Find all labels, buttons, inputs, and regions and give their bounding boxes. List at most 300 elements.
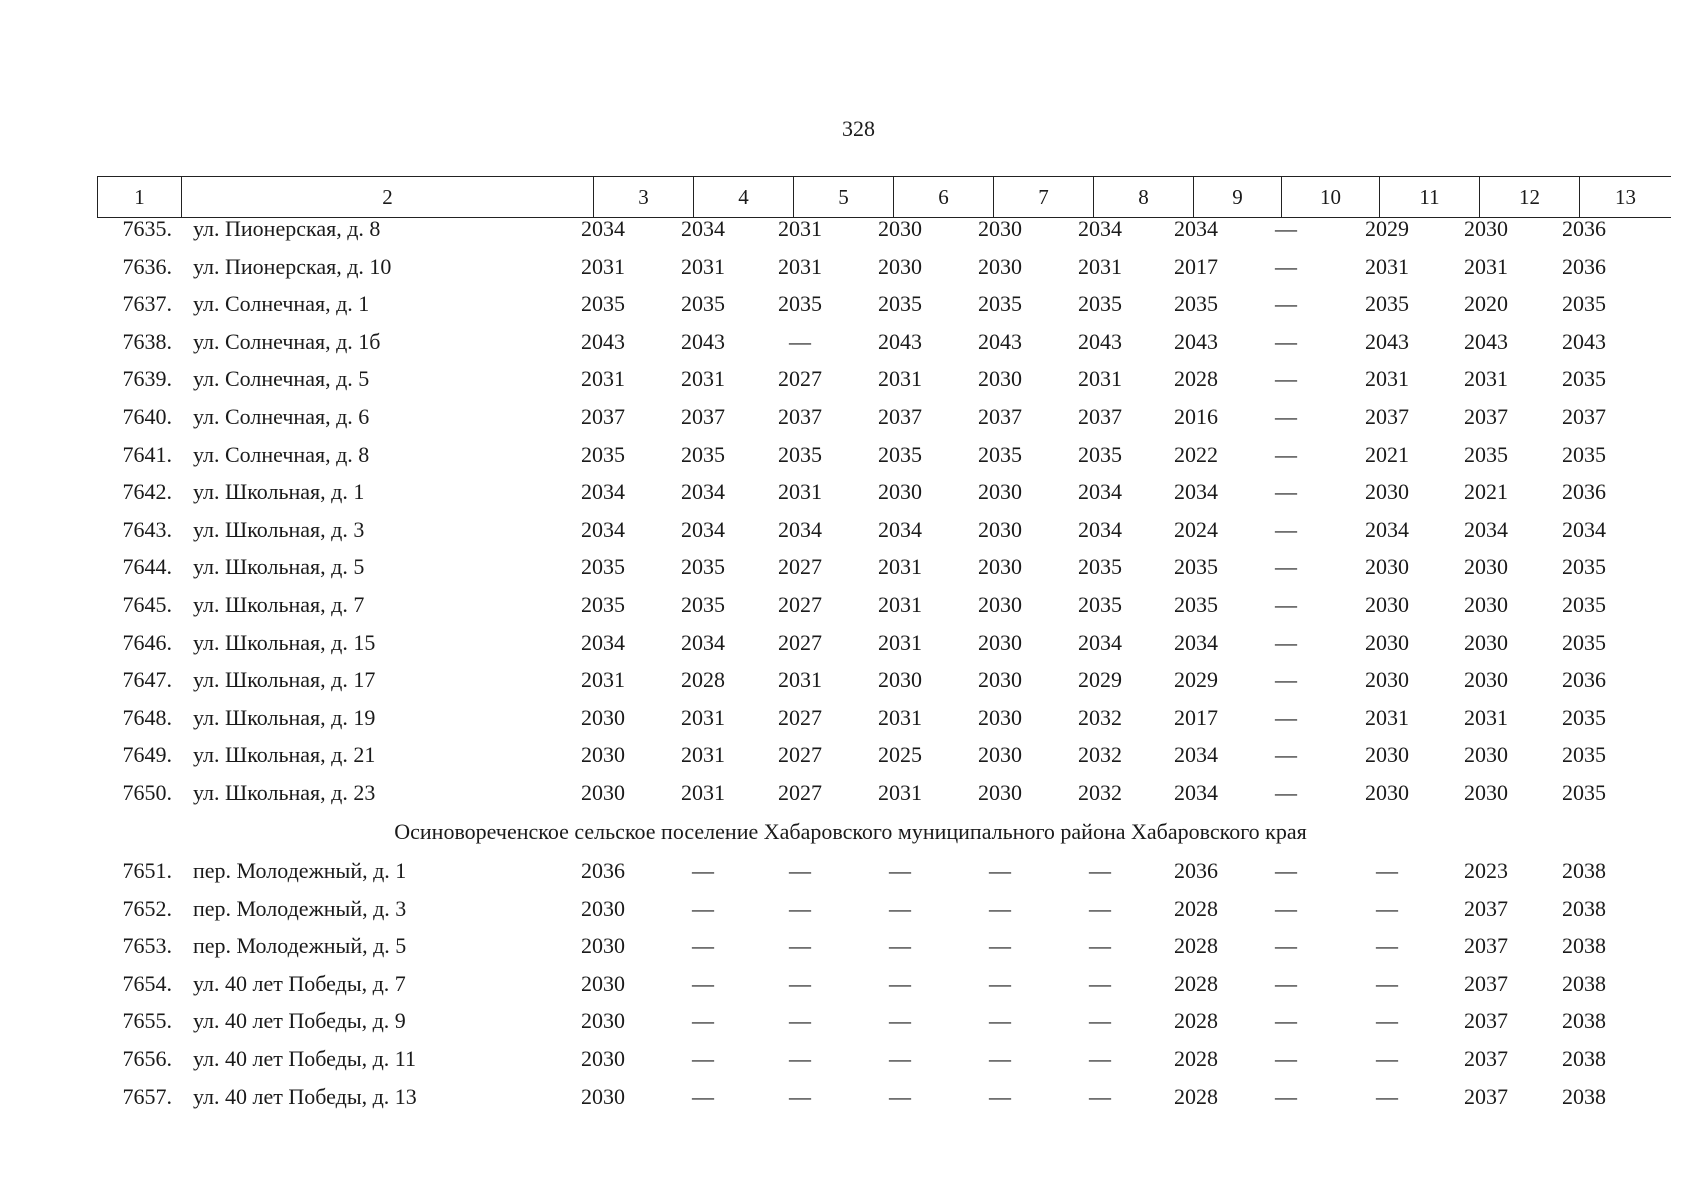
- cell-col-8: —: [1089, 970, 1111, 996]
- cell-col-7: 2030: [978, 216, 1022, 241]
- cell-col-8: —: [1089, 1046, 1111, 1071]
- cell-col-10: —: [1275, 441, 1297, 467]
- cell-col-4: —: [692, 858, 714, 883]
- cell-col-7: —: [989, 1008, 1011, 1034]
- cell-col-13: 2035: [1562, 780, 1606, 805]
- cell-col-8: 2034: [1078, 479, 1122, 505]
- cell-col-4: —: [692, 1008, 714, 1034]
- cell-col-3: 2030: [581, 704, 625, 730]
- cell-col-4: 2034: [681, 216, 725, 241]
- row-address: ул. Школьная, д. 7: [193, 592, 365, 617]
- row-number: 7655.: [122, 1008, 172, 1034]
- table-row: [0, 442, 1701, 474]
- cell-col-4: —: [692, 970, 714, 996]
- row-address: ул. 40 лет Победы, д. 13: [193, 1083, 417, 1109]
- row-number: 7650.: [122, 780, 172, 805]
- cell-col-9: 2034: [1174, 216, 1218, 241]
- cell-col-9: 2035: [1174, 592, 1218, 617]
- table-row: [0, 1046, 1701, 1078]
- cell-col-6: 2030: [878, 667, 922, 693]
- cell-col-7: 2030: [978, 704, 1022, 730]
- cell-col-11: 2037: [1365, 404, 1409, 429]
- row-address: ул. Солнечная, д. 6: [193, 404, 370, 429]
- cell-col-13: 2038: [1562, 1046, 1606, 1071]
- cell-col-12: 2023: [1464, 858, 1508, 883]
- cell-col-10: —: [1275, 933, 1297, 959]
- cell-col-11: —: [1376, 1046, 1398, 1071]
- cell-col-4: 2043: [681, 328, 725, 354]
- cell-col-13: 2038: [1562, 1083, 1606, 1109]
- row-address: ул. Школьная, д. 15: [193, 629, 376, 655]
- cell-col-12: 2030: [1464, 742, 1508, 768]
- cell-col-7: 2030: [978, 592, 1022, 617]
- cell-col-3: 2034: [581, 479, 625, 505]
- header-col-3: 3: [593, 177, 693, 217]
- cell-col-10: —: [1275, 895, 1297, 921]
- table-row: [0, 742, 1701, 774]
- cell-col-10: —: [1275, 253, 1297, 279]
- header-col-13: 13: [1579, 177, 1671, 217]
- section-title: Осиновореченское сельское поселение Хабаровского муниципального района Хабаровского края: [394, 819, 1307, 844]
- cell-col-11: 2031: [1365, 253, 1409, 279]
- header-col-8: 8: [1093, 177, 1193, 217]
- cell-col-12: 2031: [1464, 704, 1508, 730]
- cell-col-7: 2030: [978, 742, 1022, 768]
- cell-col-6: 2030: [878, 479, 922, 505]
- cell-col-12: 2030: [1464, 554, 1508, 580]
- cell-col-5: —: [789, 858, 811, 883]
- cell-col-10: —: [1275, 592, 1297, 617]
- cell-col-13: 2035: [1562, 366, 1606, 392]
- cell-col-12: 2030: [1464, 216, 1508, 241]
- cell-col-4: —: [692, 895, 714, 921]
- cell-col-6: 2025: [878, 742, 922, 768]
- cell-col-3: 2031: [581, 253, 625, 279]
- cell-col-3: 2030: [581, 1046, 625, 1071]
- cell-col-11: —: [1376, 858, 1398, 883]
- cell-col-9: 2043: [1174, 328, 1218, 354]
- row-number: 7644.: [122, 554, 172, 580]
- cell-col-12: 2030: [1464, 629, 1508, 655]
- header-col-11: 11: [1379, 177, 1479, 217]
- cell-col-3: 2037: [581, 404, 625, 429]
- cell-col-7: —: [989, 895, 1011, 921]
- cell-col-9: 2028: [1174, 1008, 1218, 1034]
- cell-col-5: —: [789, 895, 811, 921]
- cell-col-6: 2030: [878, 216, 922, 241]
- cell-col-6: —: [889, 1046, 911, 1071]
- cell-col-9: 2028: [1174, 970, 1218, 996]
- cell-col-12: 2031: [1464, 366, 1508, 392]
- cell-col-3: 2034: [581, 216, 625, 241]
- cell-col-5: 2027: [778, 704, 822, 730]
- row-number: 7647.: [122, 667, 172, 693]
- cell-col-8: 2035: [1078, 592, 1122, 617]
- table-row: [0, 479, 1701, 511]
- table-row: [0, 404, 1701, 436]
- header-col-9: 9: [1193, 177, 1281, 217]
- cell-col-9: 2028: [1174, 933, 1218, 959]
- cell-col-4: 2035: [681, 554, 725, 580]
- cell-col-13: 2035: [1562, 291, 1606, 317]
- cell-col-6: —: [889, 895, 911, 921]
- cell-col-3: 2035: [581, 291, 625, 317]
- cell-col-6: —: [889, 970, 911, 996]
- header-col-2: 2: [181, 177, 593, 217]
- cell-col-8: 2034: [1078, 216, 1122, 241]
- cell-col-3: 2031: [581, 667, 625, 693]
- cell-col-3: 2030: [581, 780, 625, 805]
- row-address: ул. Школьная, д. 21: [193, 742, 376, 768]
- cell-col-6: —: [889, 933, 911, 959]
- cell-col-10: —: [1275, 516, 1297, 542]
- cell-col-11: 2030: [1365, 629, 1409, 655]
- cell-col-7: 2030: [978, 516, 1022, 542]
- cell-col-8: 2032: [1078, 780, 1122, 805]
- cell-col-5: 2037: [778, 404, 822, 429]
- cell-col-13: 2038: [1562, 858, 1606, 883]
- cell-col-12: 2043: [1464, 328, 1508, 354]
- cell-col-12: 2037: [1464, 1008, 1508, 1034]
- cell-col-11: 2030: [1365, 742, 1409, 768]
- page-number: 328: [842, 116, 875, 141]
- cell-col-9: 2034: [1174, 629, 1218, 655]
- cell-col-10: —: [1275, 704, 1297, 730]
- cell-col-3: 2036: [581, 858, 625, 883]
- cell-col-13: 2035: [1562, 742, 1606, 768]
- cell-col-7: 2037: [978, 404, 1022, 429]
- header-col-10: 10: [1281, 177, 1379, 217]
- table-row: [0, 291, 1701, 323]
- cell-col-13: 2035: [1562, 592, 1606, 617]
- row-address: пер. Молодежный, д. 1: [193, 858, 407, 883]
- cell-col-7: —: [989, 933, 1011, 959]
- cell-col-6: 2043: [878, 328, 922, 354]
- cell-col-7: 2030: [978, 629, 1022, 655]
- row-number: 7641.: [122, 441, 172, 467]
- cell-col-4: 2031: [681, 704, 725, 730]
- row-address: ул. Школьная, д. 3: [193, 516, 365, 542]
- cell-col-5: 2027: [778, 780, 822, 805]
- cell-col-4: 2031: [681, 366, 725, 392]
- cell-col-3: 2030: [581, 1008, 625, 1034]
- row-number: 7645.: [122, 592, 172, 617]
- row-address: пер. Молодежный, д. 5: [193, 933, 407, 959]
- cell-col-5: —: [789, 328, 811, 354]
- cell-col-7: 2030: [978, 554, 1022, 580]
- cell-col-3: 2031: [581, 366, 625, 392]
- cell-col-7: —: [989, 1083, 1011, 1109]
- row-address: ул. Школьная, д. 19: [193, 704, 376, 730]
- cell-col-4: 2031: [681, 780, 725, 805]
- cell-col-6: 2030: [878, 253, 922, 279]
- cell-col-13: 2036: [1562, 253, 1606, 279]
- cell-col-8: 2035: [1078, 554, 1122, 580]
- cell-col-11: 2030: [1365, 479, 1409, 505]
- cell-col-9: 2035: [1174, 291, 1218, 317]
- table-row: [0, 705, 1701, 737]
- cell-col-11: —: [1376, 933, 1398, 959]
- cell-col-8: 2043: [1078, 328, 1122, 354]
- cell-col-3: 2043: [581, 328, 625, 354]
- cell-col-7: 2043: [978, 328, 1022, 354]
- row-number: 7640.: [122, 404, 172, 429]
- cell-col-5: 2031: [778, 479, 822, 505]
- cell-col-3: 2035: [581, 554, 625, 580]
- cell-col-6: 2035: [878, 291, 922, 317]
- header-col-4: 4: [693, 177, 793, 217]
- cell-col-5: 2027: [778, 592, 822, 617]
- cell-col-7: 2030: [978, 780, 1022, 805]
- cell-col-10: —: [1275, 667, 1297, 693]
- cell-col-7: —: [989, 1046, 1011, 1071]
- cell-col-6: 2031: [878, 629, 922, 655]
- cell-col-4: 2035: [681, 291, 725, 317]
- table-row: [0, 254, 1701, 286]
- cell-col-3: 2035: [581, 592, 625, 617]
- cell-col-11: —: [1376, 895, 1398, 921]
- table-row: [0, 1008, 1701, 1040]
- row-address: ул. Солнечная, д. 1б: [193, 328, 381, 354]
- cell-col-8: 2034: [1078, 629, 1122, 655]
- cell-col-10: —: [1275, 780, 1297, 805]
- cell-col-10: —: [1275, 328, 1297, 354]
- cell-col-6: —: [889, 1008, 911, 1034]
- cell-col-13: 2043: [1562, 328, 1606, 354]
- cell-col-13: 2038: [1562, 895, 1606, 921]
- cell-col-5: 2027: [778, 554, 822, 580]
- cell-col-9: 2034: [1174, 742, 1218, 768]
- cell-col-9: 2028: [1174, 1083, 1218, 1109]
- cell-col-3: 2034: [581, 629, 625, 655]
- cell-col-10: —: [1275, 404, 1297, 429]
- cell-col-13: 2036: [1562, 667, 1606, 693]
- cell-col-3: 2030: [581, 895, 625, 921]
- row-address: ул. Солнечная, д. 5: [193, 366, 370, 392]
- cell-col-6: 2034: [878, 516, 922, 542]
- cell-col-6: —: [889, 1083, 911, 1109]
- cell-col-11: 2035: [1365, 291, 1409, 317]
- row-address: ул. Школьная, д. 17: [193, 667, 376, 693]
- cell-col-12: 2030: [1464, 592, 1508, 617]
- cell-col-8: 2035: [1078, 441, 1122, 467]
- cell-col-11: 2031: [1365, 704, 1409, 730]
- cell-col-6: —: [889, 858, 911, 883]
- cell-col-11: —: [1376, 1008, 1398, 1034]
- table-row: [0, 630, 1701, 662]
- row-address: ул. Школьная, д. 1: [193, 479, 365, 505]
- cell-col-12: 2035: [1464, 441, 1508, 467]
- table-row: [0, 667, 1701, 699]
- cell-col-7: —: [989, 858, 1011, 883]
- cell-col-9: 2017: [1174, 704, 1218, 730]
- cell-col-10: —: [1275, 858, 1297, 883]
- cell-col-4: 2028: [681, 667, 725, 693]
- cell-col-4: 2034: [681, 629, 725, 655]
- cell-col-5: 2034: [778, 516, 822, 542]
- cell-col-4: 2034: [681, 479, 725, 505]
- cell-col-9: 2028: [1174, 1046, 1218, 1071]
- cell-col-7: 2030: [978, 253, 1022, 279]
- cell-col-5: 2031: [778, 667, 822, 693]
- row-number: 7652.: [122, 895, 172, 921]
- row-address: ул. Солнечная, д. 1: [193, 291, 370, 317]
- row-address: ул. Пионерская, д. 8: [193, 216, 381, 241]
- cell-col-12: 2021: [1464, 479, 1508, 505]
- cell-col-7: 2030: [978, 667, 1022, 693]
- cell-col-11: 2043: [1365, 328, 1409, 354]
- row-address: ул. Пионерская, д. 10: [193, 253, 392, 279]
- cell-col-10: —: [1275, 479, 1297, 505]
- cell-col-12: 2037: [1464, 404, 1508, 429]
- cell-col-6: 2031: [878, 704, 922, 730]
- cell-col-4: 2035: [681, 592, 725, 617]
- header-col-12: 12: [1479, 177, 1579, 217]
- row-number: 7653.: [122, 933, 172, 959]
- header-col-7: 7: [993, 177, 1093, 217]
- cell-col-8: —: [1089, 895, 1111, 921]
- cell-col-13: 2038: [1562, 933, 1606, 959]
- cell-col-8: 2031: [1078, 253, 1122, 279]
- cell-col-13: 2035: [1562, 441, 1606, 467]
- cell-col-5: 2031: [778, 253, 822, 279]
- cell-col-12: 2031: [1464, 253, 1508, 279]
- row-address: ул. Школьная, д. 5: [193, 554, 365, 580]
- cell-col-3: 2030: [581, 742, 625, 768]
- row-address: ул. Школьная, д. 23: [193, 780, 376, 805]
- cell-col-8: 2029: [1078, 667, 1122, 693]
- cell-col-13: 2037: [1562, 404, 1606, 429]
- row-address: ул. 40 лет Победы, д. 9: [193, 1008, 406, 1034]
- cell-col-10: —: [1275, 216, 1297, 241]
- row-number: 7638.: [122, 328, 172, 354]
- row-address: ул. 40 лет Победы, д. 11: [193, 1046, 416, 1071]
- cell-col-12: 2030: [1464, 780, 1508, 805]
- cell-col-9: 2016: [1174, 404, 1218, 429]
- cell-col-9: 2029: [1174, 667, 1218, 693]
- cell-col-4: —: [692, 1046, 714, 1071]
- table-row: [0, 896, 1701, 928]
- cell-col-5: 2027: [778, 629, 822, 655]
- cell-col-3: 2035: [581, 441, 625, 467]
- cell-col-7: 2035: [978, 291, 1022, 317]
- cell-col-13: 2034: [1562, 516, 1606, 542]
- cell-col-5: —: [789, 1008, 811, 1034]
- cell-col-8: —: [1089, 933, 1111, 959]
- cell-col-5: —: [789, 1083, 811, 1109]
- row-number: 7657.: [122, 1083, 172, 1109]
- cell-col-5: 2031: [778, 216, 822, 241]
- row-number: 7643.: [122, 516, 172, 542]
- cell-col-4: —: [692, 1083, 714, 1109]
- cell-col-7: 2035: [978, 441, 1022, 467]
- table-row: [0, 933, 1701, 965]
- row-number: 7642.: [122, 479, 172, 505]
- cell-col-4: 2037: [681, 404, 725, 429]
- cell-col-12: 2037: [1464, 970, 1508, 996]
- cell-col-11: 2030: [1365, 780, 1409, 805]
- cell-col-6: 2031: [878, 554, 922, 580]
- cell-col-11: 2030: [1365, 592, 1409, 617]
- cell-col-13: 2035: [1562, 554, 1606, 580]
- cell-col-7: —: [989, 970, 1011, 996]
- cell-col-8: 2032: [1078, 742, 1122, 768]
- cell-col-5: —: [789, 1046, 811, 1071]
- cell-col-10: —: [1275, 629, 1297, 655]
- table-row: [0, 971, 1701, 1003]
- cell-col-9: 2028: [1174, 895, 1218, 921]
- cell-col-13: 2036: [1562, 216, 1606, 241]
- cell-col-10: —: [1275, 742, 1297, 768]
- cell-col-4: 2035: [681, 441, 725, 467]
- cell-col-11: 2030: [1365, 554, 1409, 580]
- row-address: ул. Солнечная, д. 8: [193, 441, 370, 467]
- cell-col-12: 2034: [1464, 516, 1508, 542]
- cell-col-5: 2035: [778, 291, 822, 317]
- table-row: [0, 858, 1701, 890]
- cell-col-6: 2037: [878, 404, 922, 429]
- cell-col-9: 2024: [1174, 516, 1218, 542]
- cell-col-12: 2037: [1464, 1083, 1508, 1109]
- cell-col-10: —: [1275, 366, 1297, 392]
- table-row: [0, 366, 1701, 398]
- cell-col-12: 2030: [1464, 667, 1508, 693]
- cell-col-9: 2017: [1174, 253, 1218, 279]
- header-col-1: 1: [97, 177, 181, 217]
- cell-col-9: 2028: [1174, 366, 1218, 392]
- table-row: [0, 329, 1701, 361]
- cell-col-11: 2021: [1365, 441, 1409, 467]
- cell-col-11: 2030: [1365, 667, 1409, 693]
- cell-col-3: 2030: [581, 933, 625, 959]
- cell-col-9: 2034: [1174, 479, 1218, 505]
- cell-col-5: —: [789, 933, 811, 959]
- cell-col-12: 2037: [1464, 933, 1508, 959]
- cell-col-4: 2034: [681, 516, 725, 542]
- cell-col-13: 2035: [1562, 704, 1606, 730]
- cell-col-4: 2031: [681, 742, 725, 768]
- cell-col-7: 2030: [978, 479, 1022, 505]
- cell-col-6: 2031: [878, 366, 922, 392]
- row-number: 7635.: [122, 216, 172, 241]
- cell-col-9: 2034: [1174, 780, 1218, 805]
- cell-col-5: —: [789, 970, 811, 996]
- cell-col-8: 2032: [1078, 704, 1122, 730]
- cell-col-5: 2027: [778, 366, 822, 392]
- row-number: 7636.: [122, 253, 172, 279]
- cell-col-11: 2031: [1365, 366, 1409, 392]
- row-address: пер. Молодежный, д. 3: [193, 895, 407, 921]
- cell-col-5: 2027: [778, 742, 822, 768]
- cell-col-8: —: [1089, 858, 1111, 883]
- table-row: [0, 592, 1701, 624]
- row-number: 7649.: [122, 742, 172, 768]
- cell-col-10: —: [1275, 1046, 1297, 1071]
- header-col-6: 6: [893, 177, 993, 217]
- header-col-5: 5: [793, 177, 893, 217]
- row-number: 7639.: [122, 366, 172, 392]
- cell-col-8: 2037: [1078, 404, 1122, 429]
- cell-col-10: —: [1275, 554, 1297, 580]
- cell-col-10: —: [1275, 1008, 1297, 1034]
- cell-col-9: 2022: [1174, 441, 1218, 467]
- row-number: 7646.: [122, 629, 172, 655]
- cell-col-9: 2036: [1174, 858, 1218, 883]
- cell-col-12: 2037: [1464, 895, 1508, 921]
- cell-col-3: 2034: [581, 516, 625, 542]
- cell-col-8: 2031: [1078, 366, 1122, 392]
- table-row: [0, 780, 1701, 812]
